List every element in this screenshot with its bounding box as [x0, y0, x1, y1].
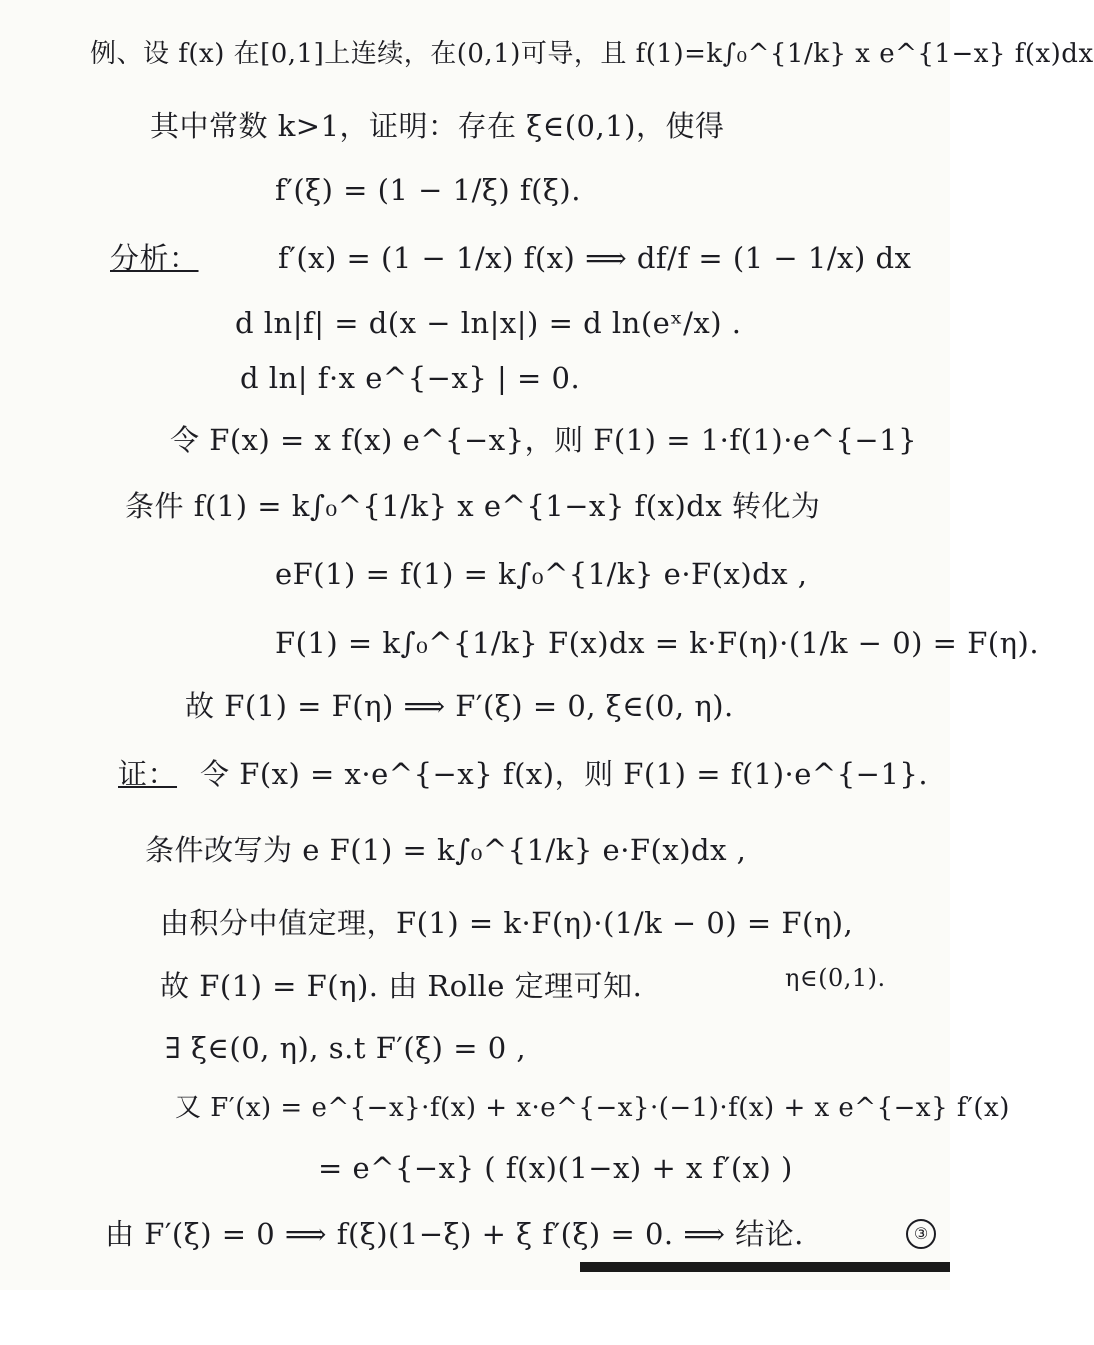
- proof-line-3: 由积分中值定理，F(1) = k·F(η)·(1/k − 0) = F(η),: [160, 906, 854, 940]
- analysis-line-3: d ln| f·x e^{−x} | = 0.: [240, 361, 581, 395]
- analysis-line-8: 故 F(1) = F(η) ⟹ F′(ξ) = 0, ξ∈(0, η).: [185, 689, 734, 723]
- analysis-line-5: 条件 f(1) = k∫₀^{1/k} x e^{1−x} f(x)dx 转化为: [125, 489, 821, 523]
- analysis-line-7: F(1) = k∫₀^{1/k} F(x)dx = k·F(η)·(1/k − 0) = F(η).: [275, 626, 1040, 660]
- problem-statement-line-2: 其中常数 k>1，证明：存在 ξ∈(0,1)，使得: [150, 109, 725, 143]
- proof-line-4: 故 F(1) = F(η). 由 Rolle 定理可知.: [160, 969, 643, 1003]
- analysis-heading: 分析：: [110, 241, 199, 275]
- analysis-line-1: f′(x) = (1 − 1/x) f(x) ⟹ df/f = (1 − 1/x) dx: [278, 241, 912, 275]
- proof-line-4-note: η∈(0,1).: [785, 964, 886, 992]
- target-equation: f′(ξ) = (1 − 1/ξ) f(ξ).: [275, 173, 581, 207]
- proof-line-5: ∃ ξ∈(0, η), s.t F′(ξ) = 0 ,: [165, 1031, 527, 1065]
- proof-heading: 证：: [118, 757, 178, 791]
- analysis-line-4: 令 F(x) = x f(x) e^{−x}，则 F(1) = 1·f(1)·e^{−1}: [170, 423, 918, 457]
- proof-line-6: 又 F′(x) = e^{−x}·f(x) + x·e^{−x}·(−1)·f(x) + x e^{−x} f′(x): [175, 1093, 1010, 1123]
- analysis-line-6: eF(1) = f(1) = k∫₀^{1/k} e·F(x)dx ,: [275, 557, 808, 591]
- page-edge-shadow: [580, 1262, 950, 1272]
- proof-line-2: 条件改写为 e F(1) = k∫₀^{1/k} e·F(x)dx ,: [145, 833, 747, 867]
- proof-line-1: 令 F(x) = x·e^{−x} f(x)，则 F(1) = f(1)·e^{−1}.: [200, 757, 929, 791]
- problem-statement-line-1: 例、设 f(x) 在[0,1]上连续，在(0,1)可导，且 f(1)=k∫₀^{1/k} x e^{1−x} f(x)dx: [90, 39, 1094, 69]
- proof-conclusion: 由 F′(ξ) = 0 ⟹ f(ξ)(1−ξ) + ξ f′(ξ) = 0. ⟹ 结论.: [105, 1217, 804, 1251]
- analysis-line-2: d ln|f| = d(x − ln|x|) = d ln(eˣ/x) .: [235, 306, 742, 340]
- proof-line-7: = e^{−x} ( f(x)(1−x) + x f′(x) ): [318, 1151, 793, 1185]
- page-number-badge: ③: [906, 1219, 936, 1249]
